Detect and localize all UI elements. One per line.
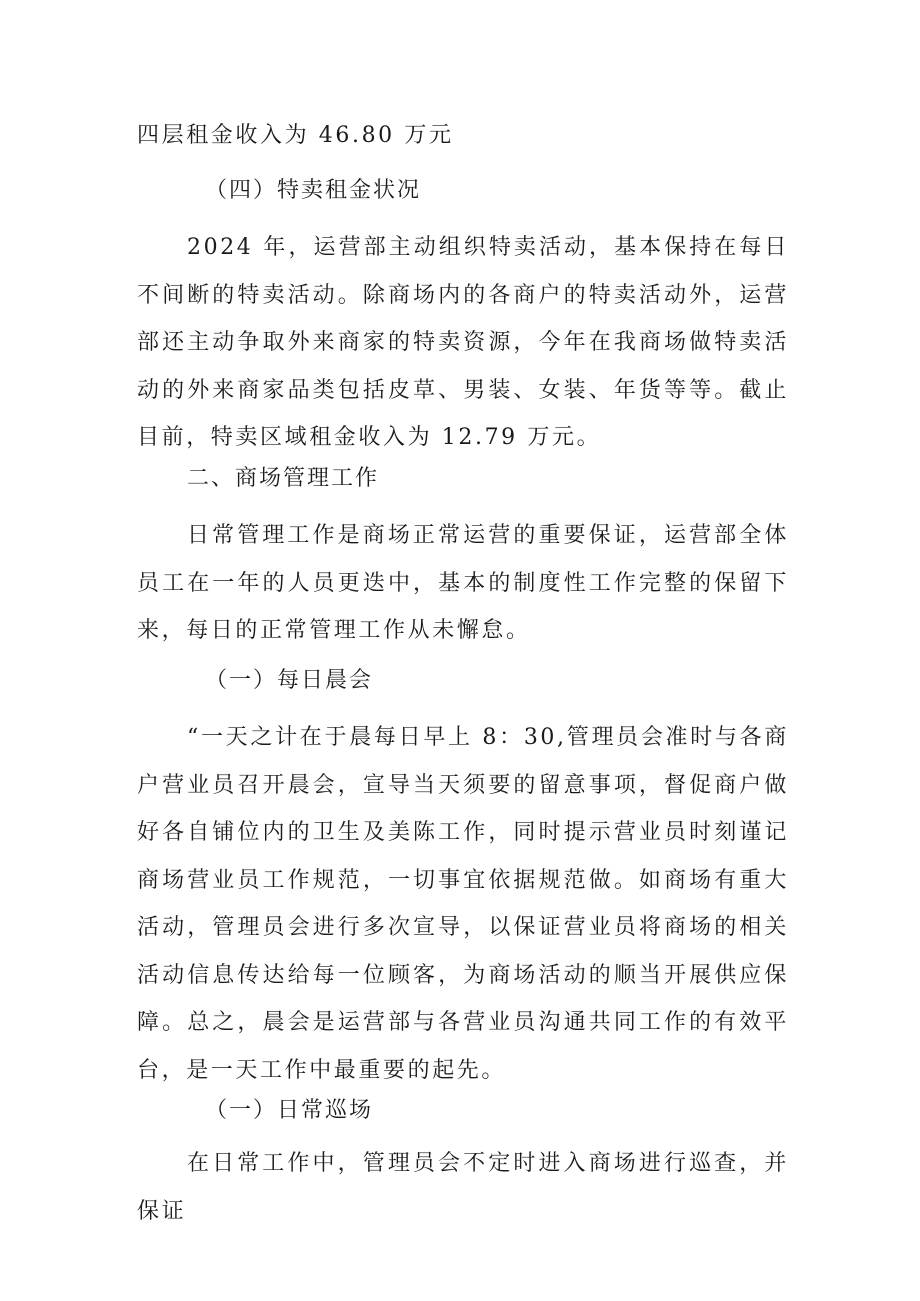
heading-daily-patrol: （一）日常巡场	[205, 1098, 374, 1123]
paragraph-special-sale-rent: 2024 年，运营部主动组织特卖活动，基本保持在每日不间断的特卖活动。除商场内的各商户的特卖活动外，运营部还主动争取外来商家的特卖资源，今年在我商场做特卖活动的外来商家品类包括皮草、男装、女装、年货等等。截止目前，特卖区域租金收入为 12.79 万元。	[137, 235, 789, 450]
paragraph-morning-meeting: “一天之计在于晨每日早上 8：30,管理员会准时与各商户营业员召开晨会，宣导当天须要的留意事项，督促商户做好各自铺位内的卫生及美陈工作，同时提示营业员时刻谨记商场营业员工作规范，一切事宜依据规范做。如商场有重大活动，管理员会进行多次宣导，以保证营业员将商场的相关活动信息传达给每一位顾客，为商场活动的顺当开展供应保障。总之，晨会是运营部与各营业员沟通共同工作的有效平台，是一天工作中最重要的起先。	[137, 725, 789, 1083]
heading-morning-meeting: （一）每日晨会	[205, 668, 374, 693]
heading-mall-management: 二、商场管理工作	[187, 466, 380, 491]
paragraph-fourth-floor-rent: 四层租金收入为 46.80 万元	[137, 123, 454, 148]
heading-special-sale-rent: （四）特卖租金状况	[205, 178, 422, 203]
paragraph-mall-management: 日常管理工作是商场正常运营的重要保证，运营部全体员工在一年的人员更迭中，基本的制度性工作完整的保留下来，每日的正常管理工作从未懈怠。	[137, 523, 789, 643]
paragraph-daily-patrol: 在日常工作中，管理员会不定时进入商场进行巡查，并保证	[137, 1151, 789, 1224]
